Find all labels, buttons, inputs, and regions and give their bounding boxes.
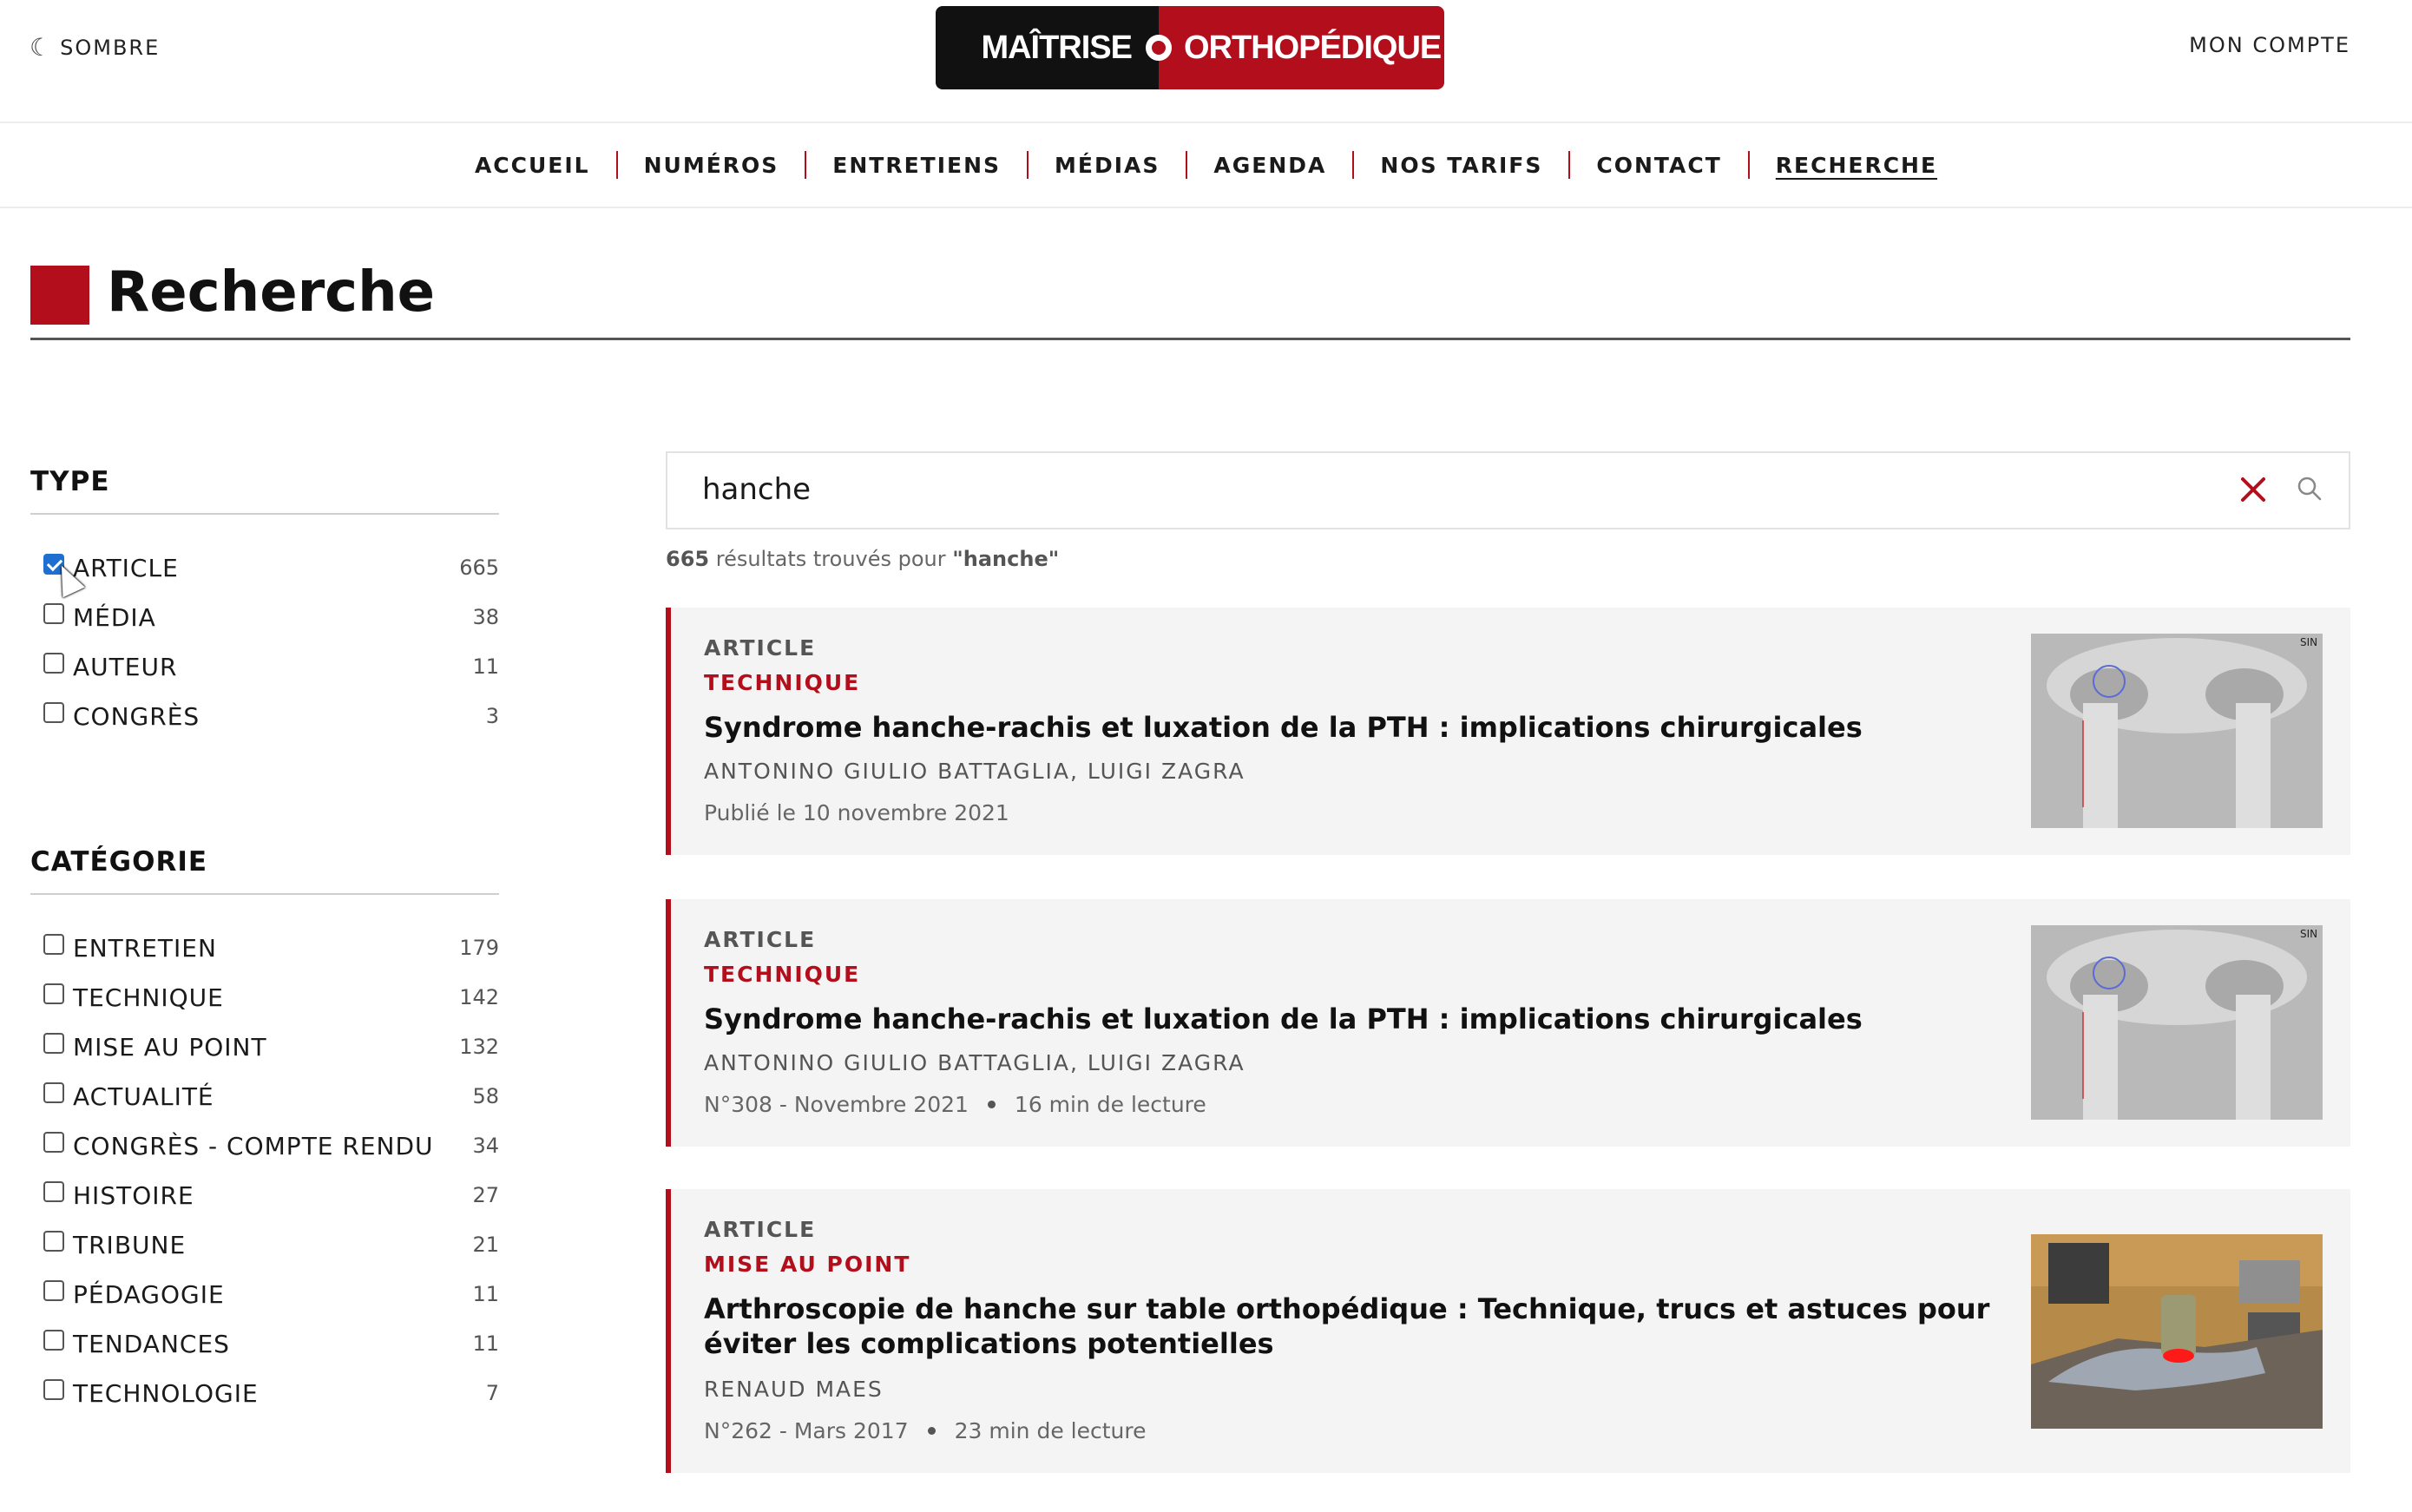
result-reading-time: 23 min de lecture: [954, 1418, 1147, 1443]
filter-count: 179: [459, 936, 499, 960]
top-bar: [0, 0, 2412, 123]
filter-label: MÉDIA: [73, 602, 156, 632]
result-title[interactable]: Syndrome hanche-rachis et luxation de la PTH : implications chirurgicales: [704, 711, 1863, 744]
bullet-separator: [928, 1427, 936, 1435]
checkbox[interactable]: [43, 1330, 64, 1351]
filter-label: PÉDAGOGIE: [73, 1279, 225, 1309]
result-issue: N°262 - Mars 2017: [704, 1418, 909, 1443]
result-count-text: résultats trouvés pour: [709, 547, 953, 571]
filter-label: AUTEUR: [73, 652, 178, 681]
page-header: [30, 260, 2350, 340]
filter-cat-histoire[interactable]: [43, 1178, 499, 1213]
filter-count: 34: [472, 1134, 499, 1158]
filter-type-heading: TYPE: [30, 466, 110, 497]
filter-cat-tendances[interactable]: [43, 1326, 499, 1361]
checkbox[interactable]: [43, 702, 64, 723]
checkbox[interactable]: [43, 1280, 64, 1301]
result-card[interactable]: [666, 899, 2350, 1147]
filter-cat-mise-au-point[interactable]: [43, 1029, 499, 1064]
filter-cat-technique[interactable]: [43, 980, 499, 1015]
result-meta: [704, 1092, 1206, 1117]
checkbox[interactable]: [43, 1379, 64, 1400]
result-type: ARTICLE: [704, 927, 817, 952]
filter-label: ACTUALITÉ: [73, 1081, 214, 1111]
result-authors[interactable]: ANTONINO GIULIO BATTAGLIA, LUIGI ZAGRA: [704, 1050, 1245, 1075]
filter-label: MISE AU POINT: [73, 1032, 267, 1062]
result-issue: N°308 - Novembre 2021: [704, 1092, 969, 1117]
page-title: Recherche: [107, 260, 436, 325]
bullet-separator: [988, 1101, 996, 1108]
filter-cat-actualite[interactable]: [43, 1079, 499, 1114]
logo-ring-icon: [1139, 6, 1179, 89]
filter-count: 7: [485, 1381, 499, 1405]
dark-mode-label: SOMBRE: [60, 35, 161, 60]
filter-cat-tribune[interactable]: [43, 1227, 499, 1262]
thumb-label: SIN: [2300, 636, 2318, 648]
filter-label: ENTRETIEN: [73, 933, 217, 963]
account-link[interactable]: MON COMPTE: [2189, 33, 2350, 57]
filter-count: 27: [472, 1183, 499, 1207]
nav-item-medias[interactable]: MÉDIAS: [1055, 152, 1160, 178]
clear-search-icon[interactable]: [2236, 472, 2271, 507]
result-type: ARTICLE: [704, 635, 817, 661]
filter-count: 58: [472, 1084, 499, 1108]
filter-label: TECHNIQUE: [73, 983, 224, 1012]
logo-text-right: ORTHOPÉDIQUE: [1179, 6, 1444, 89]
filter-count: 11: [472, 654, 499, 679]
search-icon[interactable]: [2295, 474, 2324, 503]
checkbox[interactable]: [43, 653, 64, 674]
filter-type-media[interactable]: [43, 600, 499, 634]
thumb-label: SIN: [2300, 928, 2318, 940]
filter-count: 3: [485, 704, 499, 728]
surgery-photo-thumbnail: [2031, 1234, 2323, 1429]
filter-label: TRIBUNE: [73, 1230, 187, 1259]
result-authors[interactable]: RENAUD MAES: [704, 1377, 884, 1402]
filter-count: 21: [472, 1233, 499, 1257]
search-input[interactable]: [702, 472, 2004, 507]
result-title[interactable]: Syndrome hanche-rachis et luxation de la PTH : implications chirurgicales: [704, 1003, 1863, 1035]
dark-mode-toggle[interactable]: [30, 33, 160, 62]
nav-item-agenda[interactable]: AGENDA: [1213, 152, 1327, 178]
filter-cat-entretien[interactable]: [43, 930, 499, 965]
result-category[interactable]: TECHNIQUE: [704, 670, 861, 695]
nav-item-recherche[interactable]: RECHERCHE: [1775, 152, 1938, 178]
main-nav: [0, 123, 2412, 208]
result-category[interactable]: MISE AU POINT: [704, 1252, 911, 1277]
filter-count: 38: [472, 605, 499, 629]
filter-count: 132: [459, 1035, 499, 1059]
checkbox[interactable]: [43, 1181, 64, 1202]
xray-thumbnail: [2031, 634, 2323, 828]
result-category[interactable]: TECHNIQUE: [704, 962, 861, 987]
filter-cat-technologie[interactable]: [43, 1376, 499, 1410]
filter-type-article[interactable]: [43, 550, 499, 585]
filter-divider: [30, 513, 499, 515]
result-authors[interactable]: ANTONINO GIULIO BATTAGLIA, LUIGI ZAGRA: [704, 759, 1245, 784]
nav-item-numeros[interactable]: NUMÉROS: [643, 152, 779, 178]
search-bar: [666, 451, 2350, 529]
result-card[interactable]: [666, 1189, 2350, 1473]
checkbox[interactable]: [43, 1082, 64, 1103]
filter-label: CONGRÈS - COMPTE RENDU: [73, 1131, 434, 1160]
filter-label: TECHNOLOGIE: [73, 1378, 259, 1408]
result-date: Publié le 10 novembre 2021: [704, 800, 1009, 825]
result-count: [666, 547, 1059, 571]
title-accent-square: [30, 266, 89, 325]
checkbox[interactable]: [43, 603, 64, 624]
result-type: ARTICLE: [704, 1217, 817, 1242]
filter-label: HISTOIRE: [73, 1180, 194, 1210]
result-title[interactable]: Arthroscopie de hanche sur table orthopédique : Technique, trucs et astuces pour éviter les complications potentielles: [704, 1292, 1990, 1360]
filter-label: TENDANCES: [73, 1329, 230, 1358]
filter-cat-pedagogie[interactable]: [43, 1277, 499, 1311]
checkbox[interactable]: [43, 934, 64, 955]
filter-type-congres[interactable]: [43, 699, 499, 733]
filter-type-auteur[interactable]: [43, 649, 499, 684]
xray-thumbnail: [2031, 925, 2323, 1120]
checkbox[interactable]: [43, 1132, 64, 1153]
filter-count: 11: [472, 1331, 499, 1356]
site-logo[interactable]: [936, 6, 1444, 89]
result-meta: [704, 1418, 1146, 1443]
filter-count: 142: [459, 985, 499, 1009]
filter-cat-congres-compte-rendu[interactable]: [43, 1128, 499, 1163]
checkbox[interactable]: [43, 1033, 64, 1054]
moon-icon: ☾: [30, 33, 54, 62]
nav-item-tarifs[interactable]: NOS TARIFS: [1380, 152, 1543, 178]
nav-item-contact[interactable]: CONTACT: [1596, 152, 1722, 178]
nav-item-accueil[interactable]: ACCUEIL: [474, 152, 590, 178]
filter-count: 11: [472, 1282, 499, 1306]
filter-divider: [30, 893, 499, 895]
nav-item-entretiens[interactable]: ENTRETIENS: [832, 152, 1002, 178]
logo-text-left: MAÎTRISE: [936, 6, 1139, 89]
result-count-query: "hanche": [952, 547, 1060, 571]
filter-count: 665: [459, 555, 499, 580]
filter-category-heading: CATÉGORIE: [30, 846, 208, 878]
filter-label: CONGRÈS: [73, 701, 200, 731]
result-meta: [704, 800, 1009, 825]
result-card[interactable]: [666, 608, 2350, 855]
result-reading-time: 16 min de lecture: [1014, 1092, 1206, 1117]
checkbox[interactable]: [43, 1231, 64, 1252]
checkbox[interactable]: [43, 983, 64, 1004]
filter-label: ARTICLE: [73, 553, 179, 582]
result-count-number: 665: [666, 547, 710, 571]
